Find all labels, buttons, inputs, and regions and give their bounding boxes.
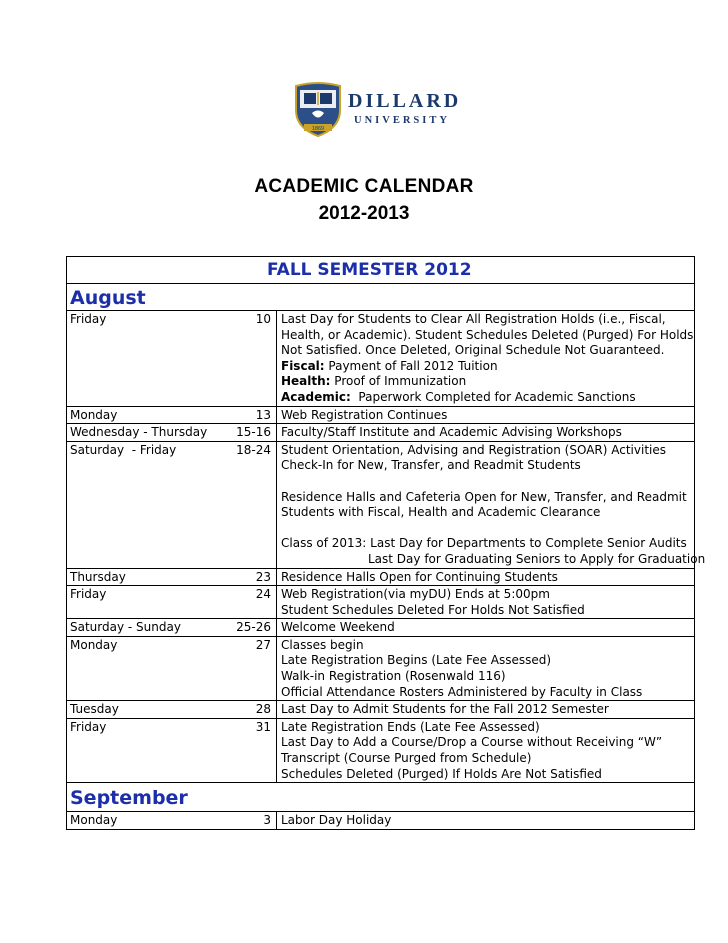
row-date: 31 — [255, 719, 271, 734]
desc-line: Walk-in Registration (Rosenwald 116) — [281, 669, 506, 684]
row-day: Friday — [70, 312, 107, 326]
svg-text:1869: 1869 — [311, 126, 325, 132]
row-date: 13 — [255, 407, 271, 422]
row-date: 15-16 — [236, 425, 271, 440]
row-date: 27 — [255, 637, 271, 652]
desc-line: Last Day for Students to Clear All Registration Holds (i.e., Fiscal, — [281, 312, 666, 326]
desc-line: Web Registration Continues — [281, 407, 448, 422]
desc-line: Faculty/Staff Institute and Academic Advising Workshops — [281, 425, 622, 440]
desc-line: Web Registration(via myDU) Ends at 5:00pm — [281, 587, 550, 602]
row-day: Wednesday - Thursday — [70, 425, 208, 440]
row-day: Saturday - Friday — [70, 442, 177, 457]
shield-crest-icon — [290, 80, 346, 138]
row-date: 3 — [263, 813, 271, 828]
row-day: Saturday - Sunday — [70, 620, 181, 635]
desc-line-academic — [281, 390, 694, 406]
health-label: Health: — [281, 374, 331, 389]
desc-line: Last Day to Add a Course/Drop a Course without Receiving “W” — [281, 735, 663, 750]
row-description — [276, 812, 694, 829]
desc-line: Residence Halls and Cafeteria Open for New, Transfer, and Readmit — [281, 489, 687, 504]
desc-spacer — [281, 474, 705, 490]
university-logo — [290, 80, 462, 138]
row-day: Monday — [70, 407, 118, 422]
desc-spacer — [281, 521, 705, 537]
month-header-september: September — [67, 783, 694, 812]
academic-label: Academic: — [281, 389, 351, 404]
desc-line: Late Registration Ends (Late Fee Assessed) — [281, 719, 540, 734]
row-description — [276, 311, 694, 406]
row-date: 25-26 — [236, 620, 271, 635]
row-description — [276, 701, 694, 718]
row-description — [276, 586, 694, 618]
row-description — [276, 619, 694, 636]
table-row — [67, 812, 694, 829]
desc-line: Classes begin — [281, 637, 364, 652]
row-description — [276, 637, 694, 700]
row-description — [276, 569, 694, 586]
desc-line: Transcript (Course Purged from Schedule) — [281, 751, 532, 766]
table-row — [67, 424, 694, 442]
desc-line: Student Orientation, Advising and Registration (SOAR) Activities — [281, 442, 666, 457]
desc-line: Last Day to Admit Students for the Fall 2012 Semester — [281, 702, 609, 717]
desc-line: Official Attendance Rosters Administered by Faculty in Class — [281, 684, 643, 699]
table-row — [67, 637, 694, 701]
desc-line-fiscal — [281, 359, 694, 375]
table-row — [67, 586, 694, 619]
desc-line: Labor Day Holiday — [281, 813, 392, 828]
desc-line: Late Registration Begins (Late Fee Assessed) — [281, 653, 552, 668]
row-day: Friday — [70, 587, 107, 602]
row-date: 23 — [255, 569, 271, 584]
table-row — [67, 442, 706, 569]
row-day: Monday — [70, 813, 118, 828]
row-date: 28 — [255, 702, 271, 717]
desc-line: Class of 2013: Last Day for Departments to Complete Senior Audits — [281, 536, 687, 551]
month-header-august: August — [67, 284, 694, 311]
semester-header: FALL SEMESTER 2012 — [67, 257, 694, 284]
fiscal-text: Payment of Fall 2012 Tuition — [324, 358, 498, 373]
table-row — [67, 569, 694, 587]
row-day: Friday — [70, 719, 107, 734]
row-date: 24 — [255, 587, 271, 602]
calendar-table — [66, 256, 706, 830]
row-day: Thursday — [70, 569, 126, 584]
row-day: Tuesday — [70, 702, 119, 717]
table-row — [67, 407, 694, 425]
row-description — [276, 407, 694, 424]
desc-line: Last Day for Graduating Seniors to Apply for Graduation — [368, 551, 706, 566]
table-row — [67, 619, 694, 637]
desc-line: Not Satisfied. Once Deleted, Original Schedule Not Guaranteed. — [281, 343, 665, 358]
logo-wordmark-university: UNIVERSITY — [354, 115, 450, 126]
table-row — [67, 701, 694, 719]
desc-line: Students with Fiscal, Health and Academic Clearance — [281, 505, 601, 520]
logo-wordmark-dillard: DILLARD — [348, 90, 462, 112]
desc-line: Welcome Weekend — [281, 620, 395, 635]
health-text: Proof of Immunization — [330, 374, 467, 389]
desc-line: Check-In for New, Transfer, and Readmit Students — [281, 458, 581, 473]
row-date: 18-24 — [236, 442, 271, 457]
desc-line: Residence Halls Open for Continuing Students — [281, 569, 558, 584]
academic-text: Paperwork Completed for Academic Sanctions — [350, 389, 636, 404]
page-title: ACADEMIC CALENDAR — [254, 176, 474, 197]
desc-line: Student Schedules Deleted For Holds Not Satisfied — [281, 602, 585, 617]
desc-line: Schedules Deleted (Purged) If Holds Are Not Satisfied — [281, 766, 602, 781]
table-row — [67, 311, 694, 407]
page-subtitle-year: 2012-2013 — [318, 203, 410, 224]
row-day: Monday — [70, 637, 118, 652]
desc-line: Health, or Academic). Student Schedules Deleted (Purged) For Holds — [281, 327, 694, 342]
row-date: 10 — [255, 312, 271, 326]
row-description — [276, 442, 705, 568]
desc-line-health — [281, 374, 694, 390]
table-row — [67, 719, 694, 783]
row-description — [276, 424, 694, 441]
row-description — [276, 719, 694, 782]
fiscal-label: Fiscal: — [281, 358, 325, 373]
